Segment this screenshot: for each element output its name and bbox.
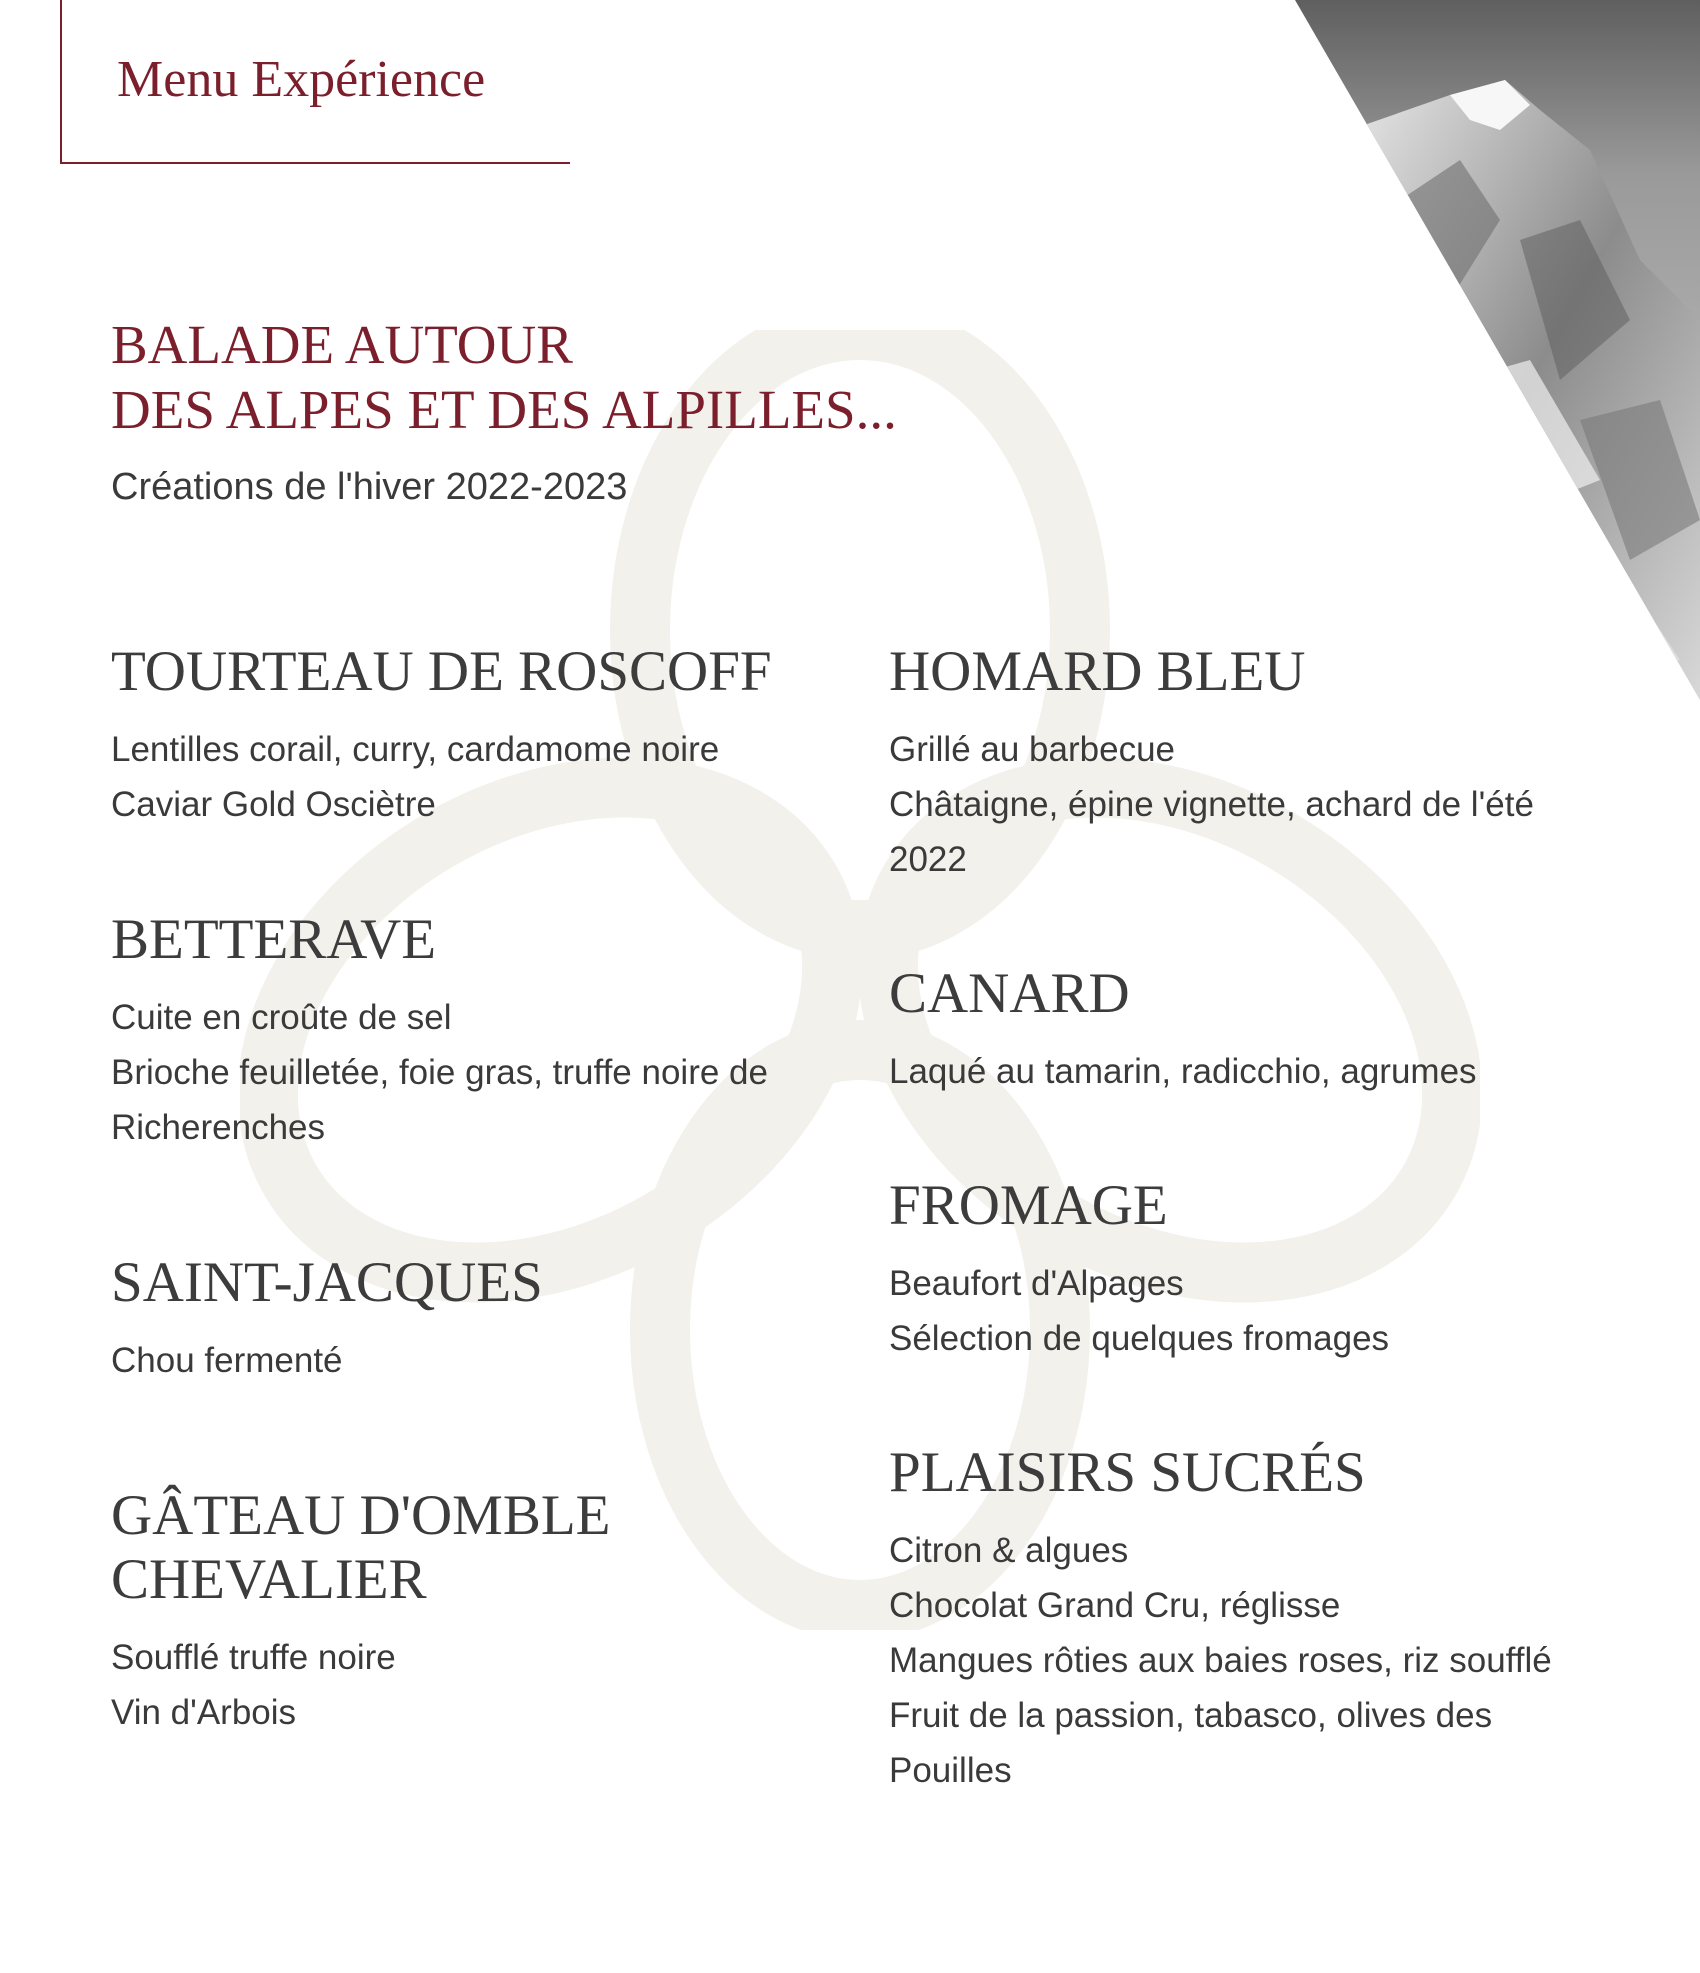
course-name-line: FROMAGE	[889, 1174, 1168, 1237]
course-gateau-omble	[111, 1484, 831, 1740]
course-saint-jacques	[111, 1251, 831, 1388]
course-line: Châtaigne, épine vignette, achard de l'été	[889, 785, 1534, 824]
course-name	[111, 1251, 831, 1315]
course-line: Richerenches	[111, 1108, 325, 1147]
course-name-line: TOURTEAU DE ROSCOFF	[111, 640, 772, 703]
course-line: Laqué au tamarin, radicchio, agrumes	[889, 1052, 1477, 1091]
course-line: Chou fermenté	[111, 1341, 343, 1380]
course-name-line: PLAISIRS SUCRÉS	[889, 1441, 1366, 1504]
menu-intro	[111, 312, 897, 509]
course-description	[111, 1630, 831, 1740]
course-fromage	[889, 1174, 1649, 1366]
course-description	[889, 1523, 1649, 1798]
course-line: Fruit de la passion, tabasco, olives des	[889, 1696, 1493, 1735]
course-name-line: CANARD	[889, 962, 1130, 1025]
course-name-line: GÂTEAU D'OMBLE	[111, 1484, 611, 1547]
course-line: 2022	[889, 840, 967, 879]
brand-title: Menu Expérience	[117, 51, 486, 108]
course-description	[111, 990, 831, 1155]
course-description	[111, 722, 831, 832]
course-name-line: BETTERAVE	[111, 908, 437, 971]
course-name	[889, 1441, 1649, 1505]
menu-column-right	[889, 640, 1649, 1798]
course-betterave	[111, 908, 831, 1155]
course-description	[111, 1333, 831, 1388]
course-description	[889, 722, 1649, 887]
course-name	[889, 640, 1649, 704]
course-description	[889, 1044, 1649, 1099]
menu-title-line: DES ALPES ET DES ALPILLES...	[111, 379, 897, 440]
course-plaisirs-sucres	[889, 1441, 1649, 1798]
course-name	[111, 640, 831, 704]
course-name	[889, 1174, 1649, 1238]
course-line: Pouilles	[889, 1751, 1012, 1790]
course-line: Mangues rôties aux baies roses, riz soufflé	[889, 1641, 1552, 1680]
menu-subtitle: Créations de l'hiver 2022-2023	[111, 466, 628, 508]
mountain-photo	[1200, 0, 1700, 700]
course-name-line: CHEVALIER	[111, 1548, 427, 1611]
menu-title	[111, 312, 897, 442]
course-tourteau	[111, 640, 831, 832]
course-line: Brioche feuilletée, foie gras, truffe noire de	[111, 1053, 768, 1092]
course-line: Vin d'Arbois	[111, 1693, 297, 1732]
course-name	[111, 908, 831, 972]
course-line: Sélection de quelques fromages	[889, 1319, 1390, 1358]
course-line: Caviar Gold Osciètre	[111, 785, 436, 824]
course-line: Lentilles corail, curry, cardamome noire	[111, 730, 720, 769]
course-line: Grillé au barbecue	[889, 730, 1175, 769]
course-description	[889, 1256, 1649, 1366]
menu-column-left	[111, 640, 831, 1740]
course-name	[889, 962, 1649, 1026]
course-line: Soufflé truffe noire	[111, 1638, 396, 1677]
menu-title-line: BALADE AUTOUR	[111, 314, 573, 375]
course-line: Chocolat Grand Cru, réglisse	[889, 1586, 1341, 1625]
course-canard	[889, 962, 1649, 1099]
course-line: Citron & algues	[889, 1531, 1129, 1570]
course-name	[111, 1484, 831, 1612]
course-line: Beaufort d'Alpages	[889, 1264, 1184, 1303]
brand-header	[60, 0, 570, 164]
course-homard	[889, 640, 1649, 887]
course-line: Cuite en croûte de sel	[111, 998, 452, 1037]
course-name-line: SAINT-JACQUES	[111, 1251, 543, 1314]
course-name-line: HOMARD BLEU	[889, 640, 1306, 703]
